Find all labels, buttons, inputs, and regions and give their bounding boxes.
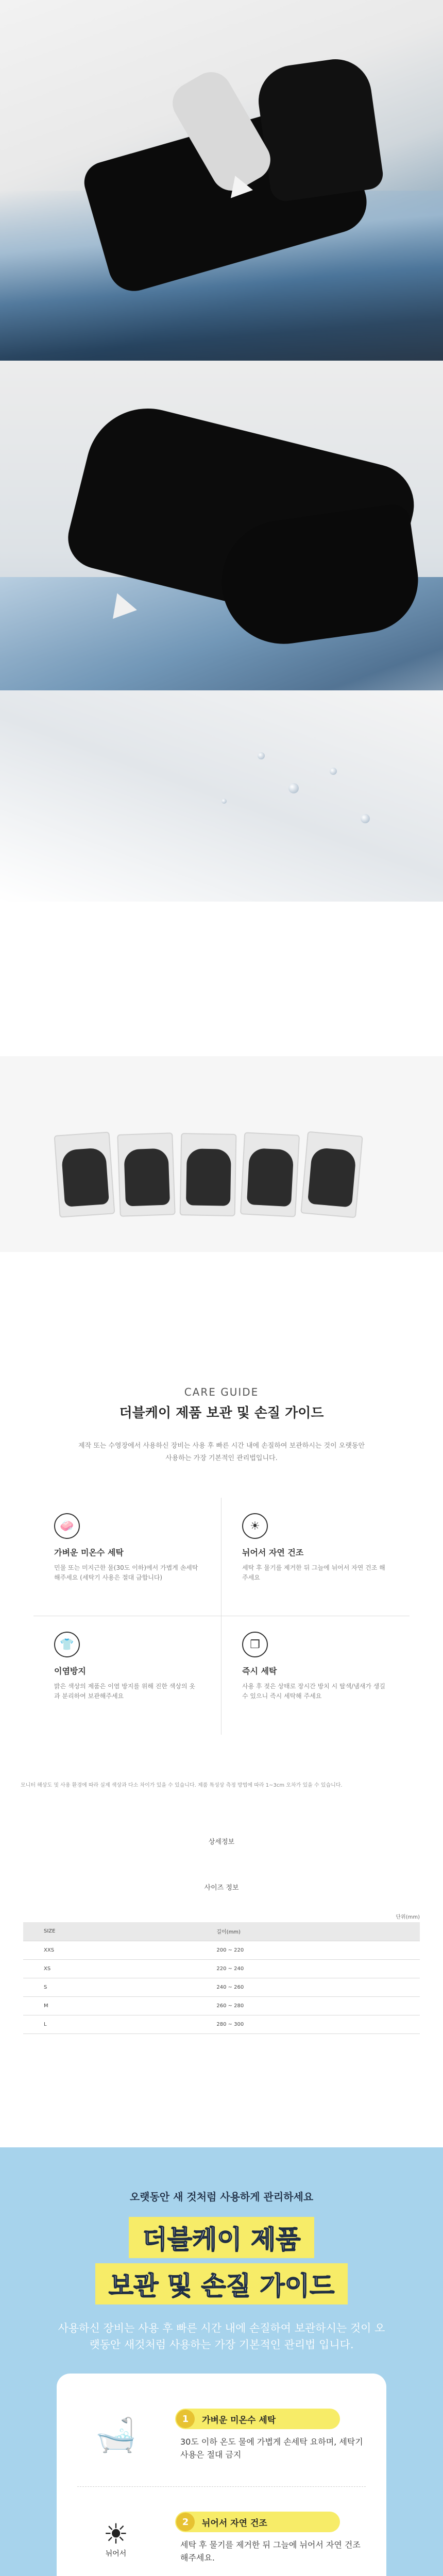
spacer <box>0 1252 443 1365</box>
care-item-title: 즉시 세탁 <box>242 1666 277 1676</box>
care-item-text: 민물 또는 미지근한 물(30도 이하)에서 가볍게 손세탁 해주세요 (세탁기 사용은 절대 금합니다) <box>54 1564 198 1581</box>
step-label <box>175 2512 340 2532</box>
size-cell: XXS <box>23 1941 93 1959</box>
water-drop <box>258 752 265 759</box>
table-header-row <box>23 1922 420 1941</box>
step-text: 30도 이하 온도 물에 가볍게 손세탁 요하며, 세탁기 사용은 절대 금지 <box>180 2437 363 2460</box>
water-drop <box>222 799 227 804</box>
care-item <box>33 1616 222 1735</box>
step-title: 뉘어서 자연 건조 <box>202 2518 267 2529</box>
care-item <box>33 1498 222 1616</box>
care-item-text: 세탁 후 물기를 제거한 뒤 그늘에 뉘어서 자연 건조 해주세요 <box>242 1564 385 1581</box>
size-cell: L <box>23 2015 93 2033</box>
packaging-photo <box>0 1056 443 1252</box>
care-guide-grid <box>33 1498 410 1735</box>
care-guide-banner <box>0 2147 443 2576</box>
length-cell: 220 ~ 240 <box>93 1959 420 1978</box>
product-photo-sock-top <box>0 0 443 361</box>
length-cell: 260 ~ 280 <box>93 1996 420 2015</box>
size-unit-label: 단위(mm) <box>396 1914 420 1920</box>
step-text: 세탁 후 물기를 제거한 뒤 그늘에 뉘어서 자연 건조 해주세요. <box>180 2540 361 2563</box>
quick-wash-icon: ❒ <box>242 1632 268 1657</box>
packaged-sock <box>180 1133 237 1216</box>
wash-basin-icon: 🛁 <box>95 2416 137 2454</box>
banner-title-text: 더블케이 제품 <box>129 2217 314 2258</box>
care-item-title: 가벼운 미온수 세탁 <box>54 1548 124 1557</box>
step-title: 가벼운 미온수 세탁 <box>202 2415 276 2426</box>
packaged-sock <box>54 1131 115 1217</box>
column-header: 길이(mm) <box>93 1922 420 1941</box>
size-info-heading: 사이즈 정보 <box>204 1884 239 1892</box>
care-item <box>222 1616 410 1735</box>
banner-title-line2 <box>0 2263 443 2304</box>
care-steps-card <box>57 2374 386 2576</box>
packaged-sock <box>300 1131 363 1218</box>
size-table <box>23 1922 420 2034</box>
hand-wash-icon: 🧼 <box>54 1513 80 1539</box>
banner-title-text: 보관 및 손질 가이드 <box>95 2263 348 2304</box>
sock-cuff-image <box>254 55 385 203</box>
water-drop <box>288 783 299 793</box>
table-row <box>23 1996 420 2015</box>
packaged-sock <box>240 1132 300 1217</box>
packaged-sock <box>117 1132 176 1217</box>
care-guide-title-en: CARE GUIDE <box>184 1386 259 1398</box>
table-row <box>23 1978 420 1996</box>
spacer <box>0 902 443 1056</box>
step-label <box>175 2409 340 2429</box>
care-item-text: 사용 후 젖은 상태로 장시간 방치 시 탈색/냄새가 생길 수 있으니 즉시 세탁해 주세요 <box>242 1683 385 1700</box>
length-cell: 200 ~ 220 <box>93 1941 420 1959</box>
size-cell: XS <box>23 1959 93 1978</box>
banner-kicker: 오랫동안 새 것처럼 사용하게 관리하세요 <box>129 2190 314 2203</box>
water-drop <box>330 768 337 775</box>
banner-description: 사용하신 장비는 사용 후 빠른 시간 내에 손질하여 보관하시는 것이 오랫동안 새것처럼 사용하는 가장 기본적인 관리법 입니다. <box>58 2321 385 2351</box>
column-header: SIZE <box>23 1922 93 1941</box>
shade-dry-icon: ☀ <box>242 1513 268 1539</box>
care-item-text: 밝은 색상의 제품은 이염 방지를 위해 진한 색상의 옷과 분리하여 보관해주세요 <box>54 1683 195 1700</box>
size-cell: S <box>23 1978 93 1996</box>
care-guide-section <box>0 1365 443 1790</box>
water-drop <box>361 814 370 823</box>
care-guide-title: 더블케이 제품 보관 및 손질 가이드 <box>119 1405 324 1421</box>
product-photo-sock-side <box>0 361 443 902</box>
care-step <box>77 2384 366 2487</box>
care-step <box>77 2487 366 2576</box>
size-info-section <box>0 1836 443 2034</box>
table-row <box>23 2015 420 2033</box>
detail-info-heading: 상세정보 <box>208 1838 235 1846</box>
shirt-icon: 👕 <box>54 1632 80 1657</box>
step-number: 2 <box>176 2513 195 2531</box>
care-item <box>222 1498 410 1616</box>
shade-dry-badge: 뉘어서 <box>105 2549 127 2558</box>
length-cell: 280 ~ 300 <box>93 2015 420 2033</box>
care-item-title: 뉘어서 자연 건조 <box>242 1548 304 1557</box>
care-guide-description: 제작 또는 수영장에서 사용하신 장비는 사용 후 빠른 시간 내에 손질하여 보관하시는 것이 오랫동안 사용하는 가장 기본적인 관리법입니다. <box>78 1442 365 1462</box>
banner-title-line1 <box>0 2217 443 2258</box>
table-row <box>23 1941 420 1959</box>
care-item-title: 이염방지 <box>54 1666 86 1676</box>
disclaimer-text: 모니터 해상도 및 사용 환경에 따라 실제 색상과 다소 차이가 있을 수 있습니다. 제품 특성상 측정 방법에 따라 1~3cm 오차가 있을 수 있습니다. <box>21 1783 343 1788</box>
cloth-background <box>0 690 443 902</box>
size-cell: M <box>23 1996 93 2015</box>
shade-dry-icon: ☀ 뉘어서 <box>103 2517 129 2558</box>
step-number: 1 <box>176 2410 195 2428</box>
table-row <box>23 1959 420 1978</box>
spacer <box>0 2034 443 2147</box>
length-cell: 240 ~ 260 <box>93 1978 420 1996</box>
